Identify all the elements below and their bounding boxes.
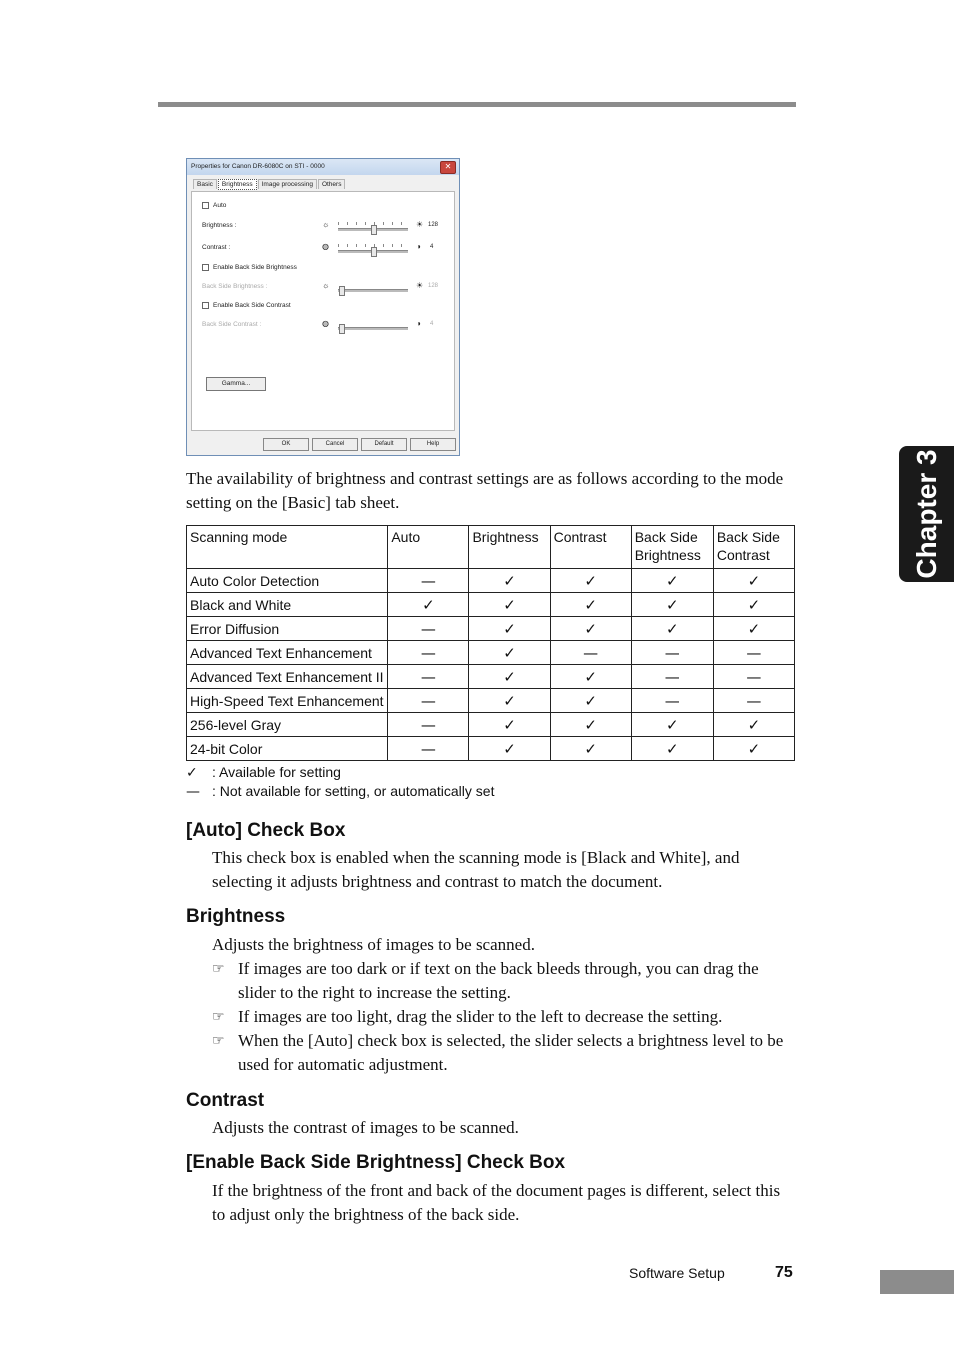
availability-cell: — bbox=[388, 641, 469, 665]
pointing-hand-icon: ☞ bbox=[212, 1033, 225, 1049]
availability-cell: — bbox=[631, 689, 713, 713]
contrast-value: 4 bbox=[430, 244, 434, 250]
footer-section-title: Software Setup bbox=[629, 1265, 725, 1281]
dash-icon: — bbox=[186, 784, 200, 800]
contrast-slider-thumb[interactable] bbox=[371, 247, 377, 257]
tab-image-processing[interactable]: Image processing bbox=[258, 179, 317, 189]
help-button[interactable]: Help bbox=[410, 438, 456, 451]
availability-cell: ✓ bbox=[550, 689, 631, 713]
legend-not-available bbox=[186, 783, 494, 800]
brightness-bullet bbox=[212, 1029, 794, 1077]
close-icon[interactable]: ✕ bbox=[440, 161, 456, 174]
availability-cell: ✓ bbox=[631, 569, 713, 593]
availability-cell: — bbox=[713, 641, 794, 665]
tab-others[interactable]: Others bbox=[318, 179, 346, 189]
availability-cell: ✓ bbox=[550, 665, 631, 689]
scanning-mode-cell: 256-level Gray bbox=[187, 713, 388, 737]
availability-cell: ✓ bbox=[550, 593, 631, 617]
enable-back-contrast-row[interactable] bbox=[202, 302, 291, 309]
auto-checkbox[interactable] bbox=[202, 202, 209, 209]
availability-cell: ✓ bbox=[550, 713, 631, 737]
bullet-text: If images are too light, drag the slider to the left to decrease the setting. bbox=[238, 1007, 723, 1026]
availability-cell: ✓ bbox=[388, 593, 469, 617]
check-icon: ✓ bbox=[186, 765, 198, 781]
availability-cell: — bbox=[631, 665, 713, 689]
default-button[interactable]: Default bbox=[361, 438, 407, 451]
tab-brightness[interactable]: Brightness bbox=[218, 179, 257, 190]
availability-cell: — bbox=[388, 617, 469, 641]
brightness-label: Brightness : bbox=[202, 222, 237, 229]
contrast-low-icon: ◍ bbox=[322, 242, 329, 251]
brightness-bullet bbox=[212, 1005, 794, 1029]
availability-cell: ✓ bbox=[631, 593, 713, 617]
sun-bright-icon: ☀ bbox=[416, 281, 424, 290]
footer-bar bbox=[880, 1270, 954, 1294]
back-contrast-slider[interactable] bbox=[338, 327, 408, 330]
ok-button[interactable]: OK bbox=[263, 438, 309, 451]
contrast-high-icon: ◑ bbox=[416, 319, 421, 328]
header-auto: Auto bbox=[388, 526, 469, 569]
contrast-high-icon: ◑ bbox=[416, 242, 421, 251]
properties-dialog-screenshot bbox=[186, 158, 460, 456]
back-brightness-slider[interactable] bbox=[338, 289, 408, 292]
back-contrast-value: 4 bbox=[430, 321, 434, 327]
enable-back-text: If the brightness of the front and back of the document pages is different, select this to adjust only the brightness of the back side. bbox=[212, 1181, 781, 1224]
enable-back-brightness-checkbox[interactable] bbox=[202, 264, 209, 271]
availability-cell: ✓ bbox=[469, 617, 550, 641]
availability-cell: ✓ bbox=[469, 569, 550, 593]
contrast-slider[interactable] bbox=[338, 250, 408, 253]
availability-table bbox=[186, 525, 795, 761]
dialog-tabs bbox=[193, 179, 346, 191]
availability-cell: — bbox=[713, 665, 794, 689]
brightness-heading: Brightness bbox=[186, 906, 286, 927]
availability-cell: ✓ bbox=[469, 641, 550, 665]
scanning-mode-cell: Advanced Text Enhancement bbox=[187, 641, 388, 665]
table-body bbox=[187, 569, 795, 761]
back-contrast-slider-thumb[interactable] bbox=[339, 324, 345, 334]
auto-heading: [Auto] Check Box bbox=[186, 820, 346, 841]
availability-cell: ✓ bbox=[469, 593, 550, 617]
availability-cell: — bbox=[631, 641, 713, 665]
availability-cell: — bbox=[388, 569, 469, 593]
chapter-tab-label: Chapter 3 bbox=[910, 449, 942, 579]
availability-cell: — bbox=[388, 737, 469, 761]
availability-cell: — bbox=[550, 641, 631, 665]
availability-cell: — bbox=[388, 689, 469, 713]
brightness-slider-thumb[interactable] bbox=[371, 225, 377, 235]
legend-available-text: : Available for setting bbox=[212, 764, 341, 780]
table-row bbox=[187, 665, 795, 689]
scanning-mode-cell: High-Speed Text Enhancement bbox=[187, 689, 388, 713]
sun-dim-icon: ☼ bbox=[322, 220, 330, 229]
scanning-mode-cell: 24-bit Color bbox=[187, 737, 388, 761]
header-scanning-mode: Scanning mode bbox=[187, 526, 388, 569]
availability-cell: ✓ bbox=[550, 617, 631, 641]
auto-checkbox-row[interactable] bbox=[202, 202, 226, 209]
availability-cell: ✓ bbox=[469, 737, 550, 761]
contrast-text: Adjusts the contrast of images to be scanned. bbox=[212, 1118, 519, 1137]
dialog-titlebar bbox=[187, 159, 459, 175]
back-contrast-label: Back Side Contrast : bbox=[202, 321, 262, 328]
table-header-row bbox=[187, 526, 795, 569]
table-row bbox=[187, 689, 795, 713]
availability-cell: — bbox=[388, 665, 469, 689]
availability-cell: ✓ bbox=[713, 617, 794, 641]
header-back-side-brightness: Back Side Brightness bbox=[631, 526, 713, 569]
top-rule bbox=[158, 102, 796, 107]
availability-cell: ✓ bbox=[713, 569, 794, 593]
availability-cell: ✓ bbox=[713, 737, 794, 761]
scanning-mode-cell: Advanced Text Enhancement II bbox=[187, 665, 388, 689]
enable-back-contrast-checkbox[interactable] bbox=[202, 302, 209, 309]
brightness-bullet bbox=[212, 957, 794, 1005]
brightness-slider[interactable] bbox=[338, 228, 408, 231]
table-row bbox=[187, 593, 795, 617]
availability-cell: ✓ bbox=[713, 593, 794, 617]
availability-cell: ✓ bbox=[550, 569, 631, 593]
back-brightness-label: Back Side Brightness : bbox=[202, 283, 268, 290]
dialog-title: Properties for Canon DR-6080C on STI - 0000 bbox=[191, 163, 325, 170]
availability-cell: ✓ bbox=[469, 689, 550, 713]
legend-available bbox=[186, 764, 341, 781]
scanning-mode-cell: Auto Color Detection bbox=[187, 569, 388, 593]
pointing-hand-icon: ☞ bbox=[212, 1009, 225, 1025]
chapter-tab[interactable] bbox=[899, 446, 954, 582]
gamma-button[interactable]: Gamma... bbox=[206, 377, 266, 391]
contrast-label: Contrast : bbox=[202, 244, 231, 251]
bullet-text: When the [Auto] check box is selected, the slider selects a brightness level to be used for automatic adjustment. bbox=[238, 1031, 784, 1074]
brightness-text: Adjusts the brightness of images to be scanned. bbox=[212, 935, 535, 954]
enable-back-brightness-label: Enable Back Side Brightness bbox=[213, 264, 297, 272]
enable-back-contrast-label: Enable Back Side Contrast bbox=[213, 302, 291, 310]
tab-basic[interactable]: Basic bbox=[193, 179, 217, 189]
availability-cell: ✓ bbox=[469, 665, 550, 689]
contrast-heading: Contrast bbox=[186, 1090, 265, 1111]
header-back-side-contrast: Back Side Contrast bbox=[713, 526, 794, 569]
table-row bbox=[187, 617, 795, 641]
legend-not-available-text: : Not available for setting, or automatically set bbox=[212, 783, 495, 799]
availability-cell: ✓ bbox=[713, 713, 794, 737]
back-brightness-slider-thumb[interactable] bbox=[339, 286, 345, 296]
sun-dim-icon: ☼ bbox=[322, 281, 330, 290]
bullet-text: If images are too dark or if text on the back bleeds through, you can drag the slider to the right to increase the setting. bbox=[238, 959, 759, 1002]
availability-cell: ✓ bbox=[631, 737, 713, 761]
brightness-value: 128 bbox=[428, 222, 439, 228]
enable-back-heading: [Enable Back Side Brightness] Check Box bbox=[186, 1152, 566, 1173]
table-row bbox=[187, 737, 795, 761]
pointing-hand-icon: ☞ bbox=[212, 961, 225, 977]
cancel-button[interactable]: Cancel bbox=[312, 438, 358, 451]
availability-cell: ✓ bbox=[550, 737, 631, 761]
table-row bbox=[187, 713, 795, 737]
table-row bbox=[187, 569, 795, 593]
page-number: 75 bbox=[775, 1264, 793, 1281]
availability-cell: ✓ bbox=[469, 713, 550, 737]
availability-cell: ✓ bbox=[631, 713, 713, 737]
table-row bbox=[187, 641, 795, 665]
availability-cell: ✓ bbox=[631, 617, 713, 641]
intro-text: The availability of brightness and contrast settings are as follows according to the mode setting on the [Basic] tab sheet. bbox=[186, 469, 784, 512]
auto-checkbox-label: Auto bbox=[213, 202, 227, 210]
scanning-mode-cell: Error Diffusion bbox=[187, 617, 388, 641]
contrast-low-icon: ◍ bbox=[322, 319, 329, 328]
auto-text: This check box is enabled when the scanning mode is [Black and White], and selecting it adjusts brightness and contrast to match the document. bbox=[212, 848, 740, 891]
availability-cell: — bbox=[713, 689, 794, 713]
brightness-panel bbox=[191, 191, 455, 431]
enable-back-brightness-row[interactable] bbox=[202, 264, 297, 271]
header-contrast: Contrast bbox=[550, 526, 631, 569]
availability-cell: — bbox=[388, 713, 469, 737]
header-brightness: Brightness bbox=[469, 526, 550, 569]
back-brightness-value: 128 bbox=[428, 283, 439, 289]
scanning-mode-cell: Black and White bbox=[187, 593, 388, 617]
sun-bright-icon: ☀ bbox=[416, 220, 424, 229]
